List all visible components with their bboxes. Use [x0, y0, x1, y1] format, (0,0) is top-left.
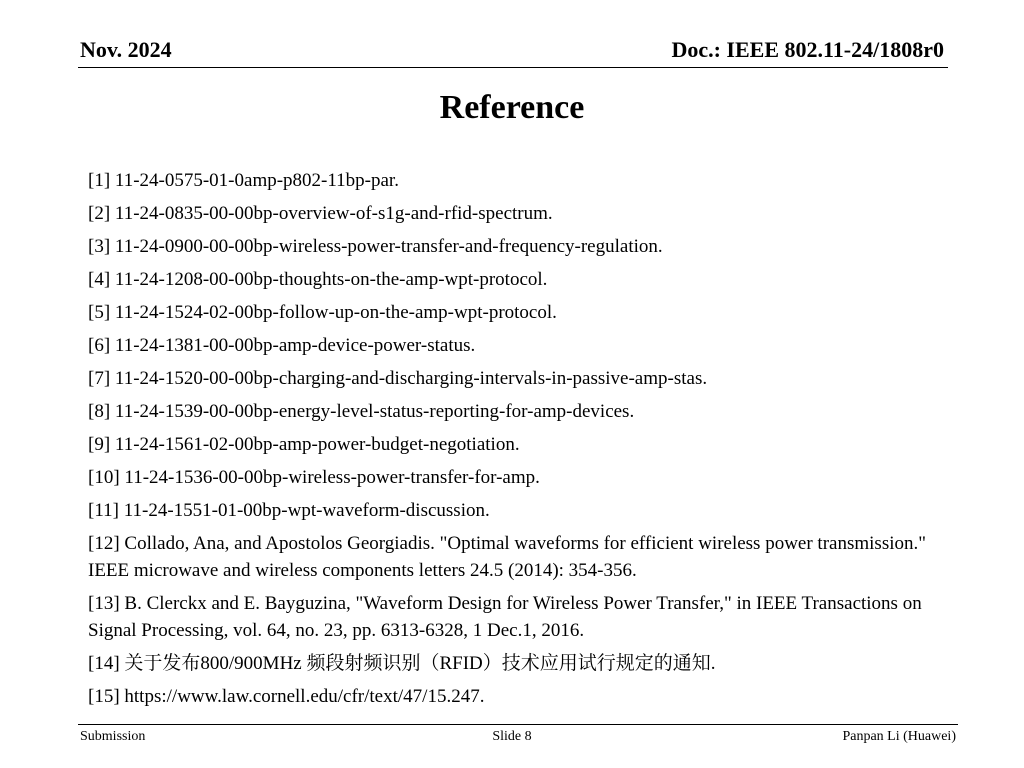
reference-item-1: [1] 11-24-0575-01-0amp-p802-11bp-par.: [88, 170, 399, 191]
footer-slide-number: Slide 8: [492, 729, 532, 744]
slide-title: Reference: [439, 89, 585, 126]
reference-item-3: [3] 11-24-0900-00-00bp-wireless-power-transfer-and-frequency-regulation.: [88, 236, 663, 257]
header-doc-id: Doc.: IEEE 802.11-24/1808r0: [671, 37, 944, 62]
footer-author: Panpan Li (Huawei): [842, 729, 956, 744]
reference-item-6: [6] 11-24-1381-00-00bp-amp-device-power-status.: [88, 335, 476, 356]
reference-item-13: [13] B. Clerckx and E. Bayguzina, "Waveform Design for Wireless Power Transfer," in IEEE Transactions on Signal Processing, vol. 64, no. 23, pp. 6313-6328, 1 Dec.1, 2016.: [88, 593, 927, 641]
footer-submission: Submission: [80, 729, 146, 744]
header-date: Nov. 2024: [80, 37, 172, 62]
reference-item-5: [5] 11-24-1524-02-00bp-follow-up-on-the-amp-wpt-protocol.: [88, 302, 557, 323]
reference-item-7: [7] 11-24-1520-00-00bp-charging-and-discharging-intervals-in-passive-amp-stas.: [88, 368, 708, 389]
reference-item-4: [4] 11-24-1208-00-00bp-thoughts-on-the-amp-wpt-protocol.: [88, 269, 548, 290]
reference-item-12: [12] Collado, Ana, and Apostolos Georgiadis. "Optimal waveforms for efficient wireless power transmission." IEEE microwave and wireless components letters 24.5 (2014): 354-356.: [88, 533, 931, 581]
reference-item-11: [11] 11-24-1551-01-00bp-wpt-waveform-discussion.: [88, 500, 490, 521]
reference-item-2: [2] 11-24-0835-00-00bp-overview-of-s1g-and-rfid-spectrum.: [88, 203, 553, 224]
reference-item-14: [14] 关于发布800/900MHz 频段射频识别（RFID）技术应用试行规定的通知.: [88, 653, 716, 674]
header-divider: [78, 67, 948, 68]
reference-item-8: [8] 11-24-1539-00-00bp-energy-level-status-reporting-for-amp-devices.: [88, 401, 635, 422]
footer-divider: [78, 724, 958, 725]
reference-list: [88, 167, 958, 716]
reference-item-10: [10] 11-24-1536-00-00bp-wireless-power-transfer-for-amp.: [88, 467, 540, 488]
reference-item-15: [15] https://www.law.cornell.edu/cfr/text/47/15.247.: [88, 686, 485, 707]
reference-item-9: [9] 11-24-1561-02-00bp-amp-power-budget-negotiation.: [88, 434, 520, 455]
